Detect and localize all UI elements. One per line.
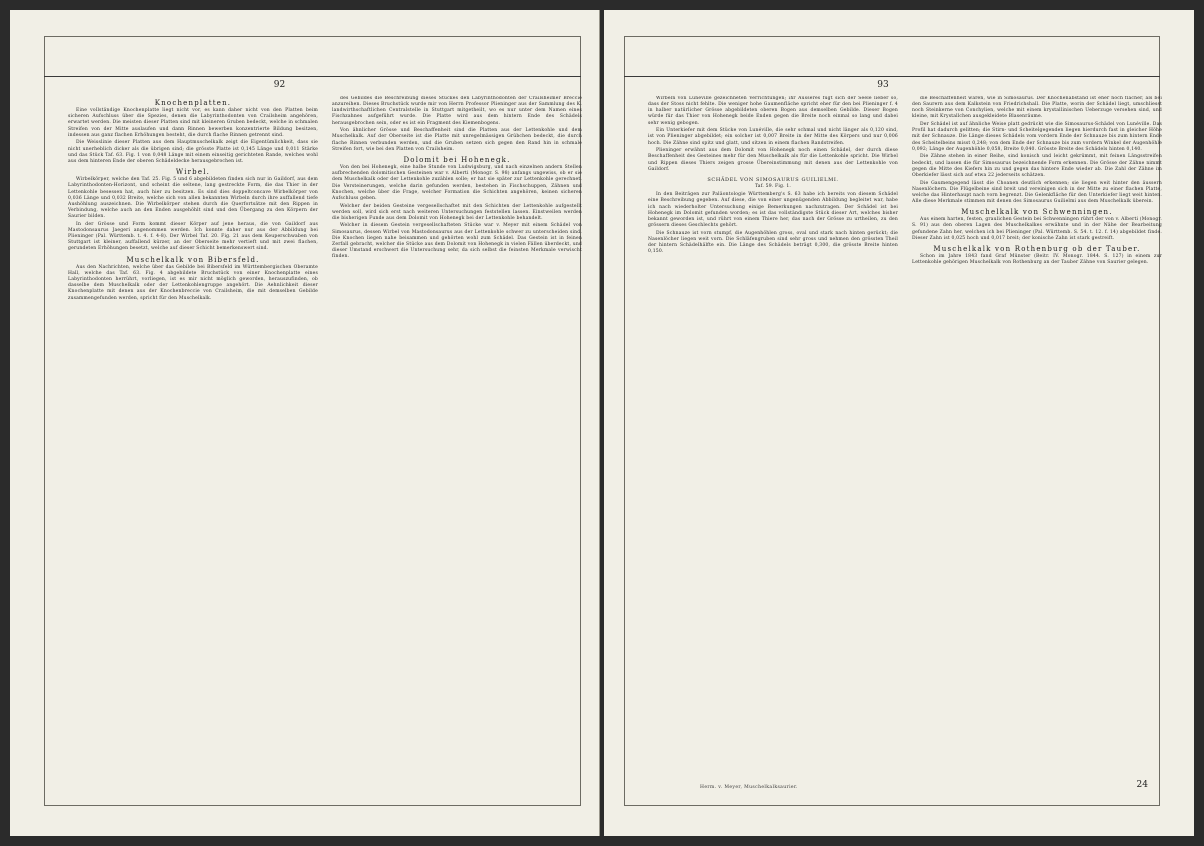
printer-signature: Herm. v. Meyer, Muschelkalksaurier.: [700, 785, 798, 790]
section-heading: Wirbel.: [175, 168, 211, 177]
paragraph: Ein Unterkiefer mit dem Stücke von Lunéville, die sehr schmal und nicht länger als 0,120 sind, ist von Plieninger abgebildet; ein solcher ist 0,007 Breite in der Mitte des Körpers und nur 0,006 hoch. Die Zähne sind spitz und glatt, und sitzen in einem flachen Randstreifen.: [648, 128, 898, 146]
paragraph: Schon im Jahre 1843 fand Graf Münster (Beitr. IV. Monogr. 1844. S. 127) in einem zur Lettenkohle gehörigen Muschelkalk von Rothenburg an der Tauber Zähne von Saurier gelegen.: [912, 254, 1162, 266]
paragraph: Aus einem harten, festen, graulichen Gestein bei Schwenningen rührt der von v. Alberti (Monogr. S. 91) aus den oberen Lagen des Muschelkalkes erwähnte und in der Nähe der Bearbeitung gefundene Zahn her, welchen ich bei Plieninger (Pal. Württemb. S. 54. t. 12. f. 14) abgebildet finde. Dieser Zahn ist 0,025 hoch und 0,017 breit; der konische Zahn ist stark gestreift.: [912, 217, 1162, 241]
paragraph: Wirbeln von Lunéville gezeichneten Verrichtungen; ihr Ausseres fügt sich der Seele lieber so, dass der Stoss nicht fehlte. Die weniger hohe Gaumenfläche spricht eher für den bei Plieninger f. 4 in halber natürlicher Grösse abgebildeten oberen Bogen aus demselben Gebilde. Dieser Bogen würde für das Thier von Hohenegk beide Enden gegen die Breite noch einmal so lang und dabei sehr wenig gebogen.: [648, 96, 898, 126]
paragraph: In der Grösse und Form kommt dieser Körper auf jene heraus, die von Gaildorf aus Mastodonsaurus Jaegeri angenommen werden. Ich konnte daher nur aus der Abbildung bei Plieninger (Pal. Württemb. t. 4. f. 4-8). Der Wirbel Taf. 20. Fig. 21 aus dem Keuperschwaben von Stuttgart ist kleiner, auffallend kürzer, an der Oberseite mehr vertieft und mit zwei flachen, gerundeten Erhöhungen besetzt, welche auf dieser Schicht bemerkenswert sind.: [68, 221, 318, 252]
text-column-2: [332, 96, 582, 790]
paragraph: Der Schädel ist auf ähnliche Weise platt gedrückt wie die Simosaurus-Schädel von Lunéville. Das Profil hat dadurch gelitten; die Stirn- und Scheitelgegenden liegen hierdurch fast in gleicher Höhe mit der Schnauze. Die Länge dieses Schädels vom vordern Ende der Schnauze bis zum hintern Ende des Scheitelbeins misst 0,248; von dem Ende der Schnauze bis zum vordern Winkel der Augenhöhle 0,092; Länge der Augenhöhle 0,058, Breite 0,040. Grösste Breite des Schädels hinten 0,140.: [912, 122, 1162, 152]
paragraph: Von den bei Hohenegk, eine halbe Stunde von Ludwigsburg, und nach einzelnen andern Stellen aufbrechenden dolomitischen Gesteinen war v. Alberti (Monogr. S. 98) anfangs ungewiss, ob er sie dem Muschelkalk oder der Lettenkohle zuzählen solle; er hat sie später zur Lettenkohle gerechnet. Die Versteinerungen, welche darin gefunden werden, bestehen in Fischschuppen, Zähnen und Knochen, welche über die Frage, welcher Formation die Schichten angehören, keinen sicheren Aufschluss geben.: [332, 165, 582, 201]
paragraph: Die Weisslinie dieser Platten aus dem Hauptmuschelkalk zeigt die Eigentümlichkeit, dass sie nicht unerheblich dicker als die übrigen sind; die grösste Platte ist 0,145 Länge und 0,011 Stärke und das Stück Taf. 63. Fig. 1 von 0,048 Länge mit einem einseitig gerichteten Rande, welches wohl aus dem hinteren Ende der oberen Schädeldecke herausgebrochen ist.: [68, 140, 318, 164]
paragraph: Welcher in diesem Gestein vergesellschafteten Stücke war v. Meyer mit einem Schädel von Simosaurus, dessen Wirbel von Mastodonsaurus aus der Lettenkohle schwer zu unterscheiden sind. Die Knochen liegen nahe beisammen und gehörten wohl zum Schädel. Das Gestein ist in feinen Zerfall gebracht, welcher die Stücke aus dem Dolomit von Hohenegk in vielen Fällen überdeckt, und dieser Umstand erschwert die Untersuchung sehr, da sich selbst die feinsten Merkmale verwischt finden.: [332, 223, 582, 260]
paragraph: Die Schnauze ist vorn stumpf, die Augenhöhlen gross, oval und stark nach hinten gerückt; die Nasenlöcher liegen weit vorn. Die Schläfengruben sind sehr gross und nehmen den grössten Theil der hintern Schädelhälfte ein. Die Länge des Schädels beträgt 0,300, die grösste Breite hinten 0,150.: [648, 230, 898, 255]
signature-mark: 24: [1136, 780, 1148, 790]
page-number: 92: [273, 80, 286, 90]
paragraph: des Gebildes die Beschreibung dieses Stückes den Labyrinthodonten der Crailsheimer Breccie anzureihen. Dieses Bruchstück wurde mir von Herrn Professor Plieninger aus der Sammlung des K. landwirthschaftlichen Centralstelle in Stuttgart mitgetheilt, wo es nur unter dem Namen eines Fischzahnes aufgeführt wurde. Die Platte wird aus dem hintern Ende des Schädels herausgebrochen sein, oder es ist ein Fragment des Kiemenbogens.: [332, 96, 582, 126]
header-rule: [44, 76, 581, 77]
paragraph: Die Gaumengegend lässt die Choanen deutlich erkennen; sie liegen weit hinter den äussern Nasenlöchern. Die Flügelbeine sind breit und vereinigen sich in der Mitte zu einer flachen Platte, welche das Hinterhaupt nach vorn begrenzt. Die Gelenkfläche für den Unterkiefer liegt weit hinten. Alle diese Merkmale stimmen mit denen des Simosaurus Guilielmi aus dem Muschelkalk überein.: [912, 180, 1162, 204]
text-column-1: [648, 96, 898, 790]
paragraph: Von ähnlicher Grösse und Beschaffenheit sind die Platten aus der Lettenkohle und dem Muschelkalk. Auf der Oberseite ist die Platte mit unregelmässigen Grübchen bedeckt, die durch flache Rinnen verbunden werden, und die Gruben setzen sich gegen den Rand hin in schmale Streifen fort, wie bei den Platten von Crailsheim.: [332, 128, 582, 152]
paragraph: Wirbelkörper, welche den Taf. 25. Fig. 5 und 6 abgebildeten finden sich nur in Gaildorf, aus dem Labyrinthodonten-Horizont, und scheint die seltene, lang gestreckte Form, die das Thier in der Lettenkohle besessen hat, auch hier zu besitzen. Es sind dies doppeltconcave Wirbelkörper von 0,036 Länge und 0,032 Breite, welche sich von allen bekannten Wirbeln durch ihre auffallend tiefe Aushöhlung auszeichnen. Die Wirbelkörper stehen durch die Querfortsätze mit den Rippen in Verbindung, welche auch an den Enden ausgehöhlt sind und den Übergang zu den Körpern der Saurier bilden.: [68, 177, 318, 220]
text-column-2: [912, 96, 1162, 790]
paragraph: In den Beiträgen zur Paläontologie Württemberg's S. 63 habe ich bereits von diesem Schädel eine Beschreibung gegeben. Auf diese, die von einer ungenügenden Abbildung begleitet war, habe ich nach wiederholter Untersuchung einige Bemerkungen nachzutragen. Der Schädel ist bei Hohenegk im Dolomit gefunden worden; es ist das vollständigste Stück dieser Art, welches bisher bekannt geworden ist, und rührt von einem Thiere her, das nach der Grösse zu urtheilen, zu den grössern dieses Geschlechts gehört.: [648, 192, 898, 228]
page-number: 93: [877, 80, 889, 90]
paragraph: Die Zähne stehen in einer Reihe, sind konisch und leicht gekrümmt, mit feinen Längsstreifen bedeckt, und lassen die für Simosaurus bezeichnende Form erkennen. Die Grösse der Zähne nimmt gegen die Mitte des Kiefers hin zu und gegen das hintere Ende wieder ab. Die Zahl der Zähne im Oberkiefer lässt sich auf etwa 22 jederseits schätzen.: [912, 154, 1162, 178]
section-heading: Dolomit bei Hohenegk.: [403, 155, 511, 164]
book-spread: [10, 10, 1194, 836]
left-page: [10, 10, 600, 836]
paragraph: Plieninger erwähnt aus dem Dolomit von Hohenegk noch einen Schädel, der durch diese Beschaffenheit des Gesteines mehr für den Muschelkalk als für die Lettenkohle spricht. Die Wirbel und Rippen dieses Thiers zeigen grosse Übereinstimmung mit denen aus der Lettenkohle von Gaildorf.: [648, 148, 898, 172]
text-column-1: [68, 96, 318, 790]
right-page: [604, 10, 1194, 836]
paragraph: Eine vollständige Knochenplatte liegt nicht vor, es kann daher nicht von den Platten beim sicheren Aufschluss über die Spezies, denen die Labyrinthodonten von Crailsheim angehören, erwartet werden. Die meisten dieser Platten sind mit kleineren Gruben bedeckt, welche in schmalen Streifen von der Mitte auslaufen und dann Rinnen bewerben konzentrierte Bildung besitzen, indessen aus ganz flachen Erhöhungen besteht, die durch flache Rinnen getrennt sind.: [68, 108, 318, 138]
section-heading: Muschelkalk von Rothenburg ob der Tauber.: [933, 244, 1141, 253]
paragraph: Welcher der beiden Gesteine vergesellschaftet mit den Schichten der Lettenkohle aufgestellt werden soll, wird sich erst nach weiteren Untersuchungen feststellen lassen. Einstweilen werden die bisherigen Funde aus dem Dolomit von Hohenegk bei der Lettenkohle behandelt.: [332, 203, 582, 221]
section-heading: Knochenplatten.: [154, 99, 232, 107]
plate-reference: Taf. 59. Fig. 1.: [754, 184, 792, 190]
section-heading: Muschelkalk von Schwenningen.: [961, 208, 1113, 217]
section-heading: SCHÄDEL VON SIMOSAURUS GUILIELMI.: [707, 176, 839, 183]
header-rule: [624, 76, 1160, 77]
section-heading: Muschelkalk von Bibersfeld.: [126, 255, 260, 264]
paragraph: Aus den Nachrichten, welche über das Gebilde bei Bibersfeld im Württembergischen Oberamte Hall, welche das Taf. 63. Fig. 4 abgebildete Bruchstück von einer Knochenplatte eines Labyrinthodonten herrührt, vorliegen, ist es mir nicht möglich geworden, herauszufinden, ob dasselbe dem Muschelkalk oder der Lettenkohlengruppe angehört. Die Aehnlichkeit dieser Knochenplatte mit denen aus der Knochenbreccie von Crailsheim, die mit demselben Gebilde zusammengefunden werden, spricht für den Muschelkalk.: [68, 264, 318, 301]
paragraph: die Beschaffenheit wären, wie in Simosaurus. Der Knochenabstand ist eher noch flacher, als bei den Saurern aus dem Kalkstein von Friedrichshall. Die Platte, worin der Schädel liegt, umschliesst noch Steinkerne von Conchylien, welche mit einem krystallinischen Ueberzuge versehen sind, und kleine, mit Krystallchen ausgekleidete Blasenräume.: [912, 96, 1162, 120]
